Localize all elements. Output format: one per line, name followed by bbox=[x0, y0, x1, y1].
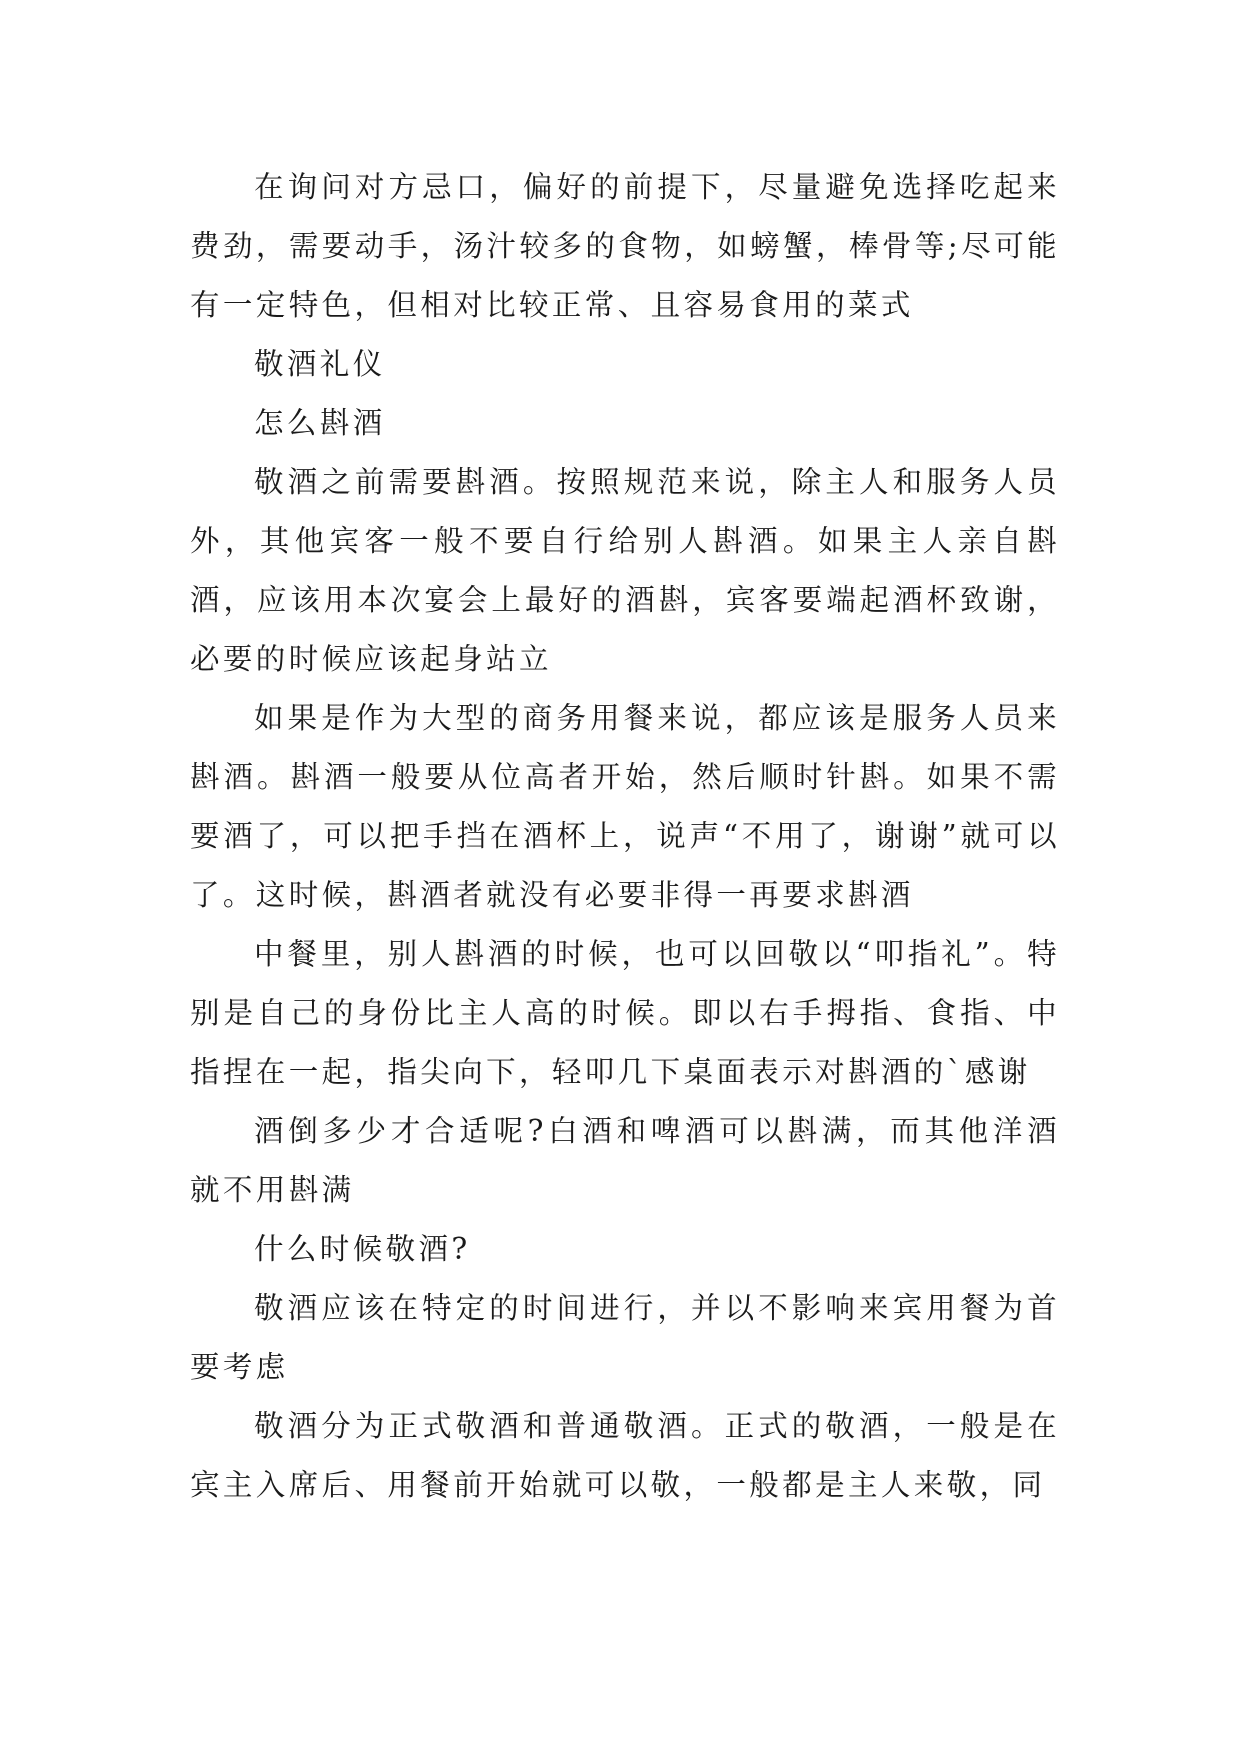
paragraph-how-much-to-pour: 酒倒多少才合适呢?白酒和啤酒可以斟满，而其他洋酒就不用斟满 bbox=[190, 1114, 1060, 1207]
paragraph-pouring-before-toast: 敬酒之前需要斟酒。按照规范来说，除主人和服务人员外，其他宾客一般不要自行给别人斟酒。如果主人亲自斟酒，应该用本次宴会上最好的酒斟，宾客要端起酒杯致谢，必要的时候应该起身站立 bbox=[190, 465, 1060, 676]
paragraph-menu-selection: 在询问对方忌口，偏好的前提下，尽量避免选择吃起来费劲，需要动手，汤汁较多的食物，如螃蟹，棒骨等;尽可能有一定特色，但相对比较正常、且容易食用的菜式 bbox=[190, 170, 1060, 322]
paragraph-toast-timing: 敬酒应该在特定的时间进行，并以不影响来宾用餐为首要考虑 bbox=[190, 1291, 1060, 1384]
paragraph-business-dining-pouring: 如果是作为大型的商务用餐来说，都应该是服务人员来斟酒。斟酒一般要从位高者开始，然后顺时针斟。如果不需要酒了，可以把手挡在酒杯上，说声“不用了，谢谢”就可以了。这时候，斟酒者就没有必要非得一再要求斟酒 bbox=[190, 701, 1060, 912]
heading-how-to-pour: 怎么斟酒 bbox=[254, 406, 386, 440]
paragraph-formal-vs-regular-toast: 敬酒分为正式敬酒和普通敬酒。正式的敬酒，一般是在宾主入席后、用餐前开始就可以敬，一般都是主人来敬，同 bbox=[190, 1409, 1060, 1502]
heading-toasting-etiquette: 敬酒礼仪 bbox=[254, 347, 386, 381]
document-body bbox=[190, 158, 1060, 1515]
paragraph-finger-tap-courtesy: 中餐里，别人斟酒的时候，也可以回敬以“叩指礼”。特别是自己的身份比主人高的时候。即以右手拇指、食指、中指捏在一起，指尖向下，轻叩几下桌面表示对斟酒的`感谢 bbox=[190, 937, 1060, 1089]
heading-when-to-toast: 什么时候敬酒? bbox=[254, 1232, 471, 1266]
